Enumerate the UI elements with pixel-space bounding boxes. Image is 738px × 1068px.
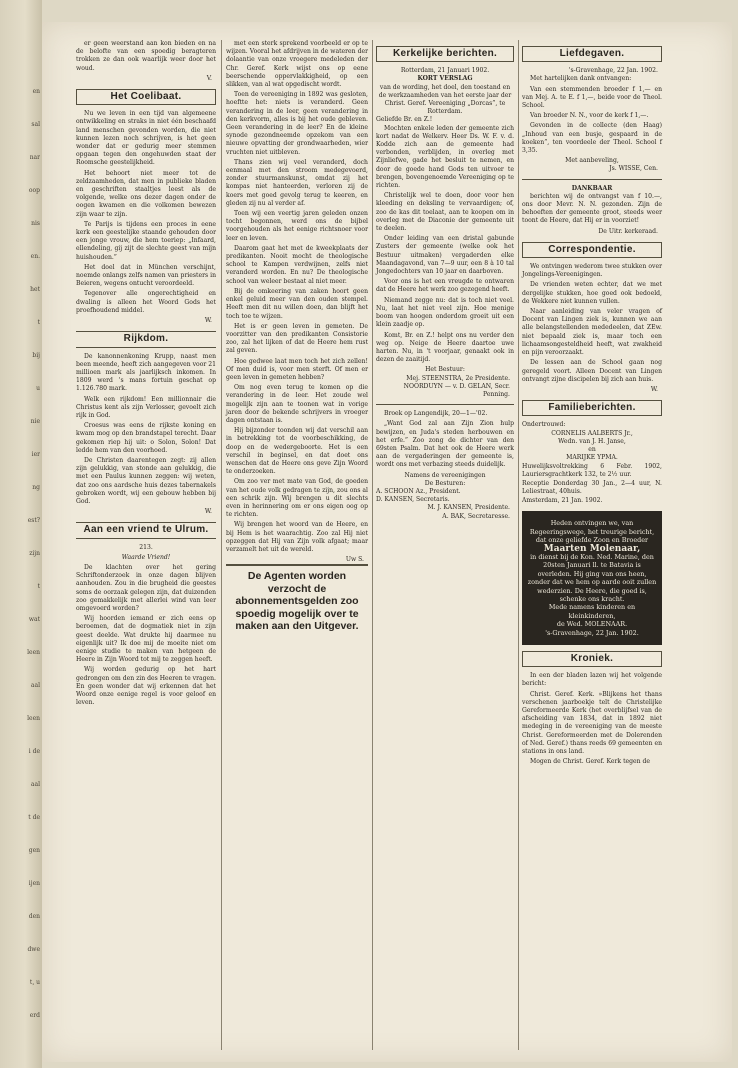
paragraph: Met hartelijken dank ontvangen: [530,75,632,83]
dateline: Rotterdam, 21 Januari 1902. [400,67,490,75]
paragraph: Voor ons is het een vreugde te ontwaren dat de Heere het werk zoo gezegend heeft. [376,278,514,294]
paragraph: Toen de vereeniging in 1892 was gesloten, hoeftte het: niets is veranderd. Geen verandering in de leer, geen verandering in den kerkvorm, alles is bij het oude gebleven. Geen verandering in de leer? En de kleine synode gezondneemde opzekom van een nieuwe opvatting der grondwaarheden, wier vruchten niet uitbleven. [226,91,368,156]
paragraph: Thans zien wij veel veranderd, doch eenmaal met den stroom medegevoerd, zonder stuurmanskunst, omdat zij het kompas niet hanteerden, verloren zij de koers met goed gevolg terug te keeren, en gleden zij nu al verder af. [226,158,368,207]
spine-fragment: en. [30,253,40,260]
section-heading: Correspondentie. [522,242,662,258]
signature: M. J. KANSEN, Presidente. [427,504,510,512]
spine-fragment: ng [32,484,40,491]
signature: NOORDUYN — v. D. GELAN, Secr. Penning. [403,382,510,398]
paragraph: Toen wij een veertig jaren geleden onzen tocht begonnen, werd ons de bijbel voorgehouden als het eenige richtsnoer voor leer en leven. [226,210,368,242]
section-heading: Familieberichten. [522,400,662,416]
paragraph: Komt, Br. en Z.! helpt ons nu verder den weg op. Neige de Heere daartoe uwe harten. Nu, in 't voorjaar, genaakt ook in dezen de zaaitijd. [376,331,514,364]
agents-notice: De Agenten worden verzocht de abonnementsgelden zoo spoedig mogelijk over te maken aan den Uitgever. [226,564,368,633]
paragraph: We ontvingen wederom twee stukken over Jongelings-Vereenigingen. [522,263,662,279]
paragraph: Christelijk wel te doen, door voor hen kleeding en deksling te vervaardigen; of, zoo de kas dit toelaat, aan te koopen om in overleg met de Diaconie der gemeente uit te deelen. [376,192,514,233]
obituary-signature: de Wed. MOLENAAR. [556,620,628,629]
article-heading: Rijkdom. [76,331,216,347]
signature: W. [204,317,212,325]
paragraph: Niemand zegge nu: dat is toch niet veel. Nu, laat het niet veel zijn. Hoe menige boom van hoogen onderdom groeit uit een klein zaadje op. [376,296,514,329]
signature: Mej. STEENSTRA, 2e Presidente. [406,374,510,382]
paragraph: Van een stemmenden broeder f 1,— en van Mej. A. te E. f 1,—, beide voor de Theol. School. [522,85,662,110]
paragraph: Het doel dat in München verschijnt, noemde onlangs zelfs namen van priesters in Beieren, wegens ontucht veroordeeld. [76,263,216,288]
announcement-name: MARIJKE YPMA. [566,454,618,462]
announcement-line: Amsterdam, 21 Jan. 1902. [522,497,603,505]
spine-fragment: t de [28,814,40,821]
spine-fragment: gen [28,847,40,854]
notice-title: DANKBAAR [571,184,613,192]
obituary-name: Maarten Molenaar, [543,543,641,554]
signature: De Uitr. kerkeraad. [598,227,658,235]
column-divider [221,40,222,1050]
column-1 [76,40,216,709]
paragraph: Welk een rijkdom! Een millionnair die Christus kent als zijn Verlosser, gevoelt zich rijk in God. [76,395,216,419]
spine-fragment: ier [31,451,40,458]
column-4 [522,40,662,768]
column-divider [518,40,519,1050]
spine-fragment: oop [28,187,40,194]
letter-number: 213. [139,543,153,551]
paragraph: Hoe gedwee laat men toch het zich zellen! Of men duid is, voor men sterft. Of men er geen leven in gemeten hebben? [226,357,368,381]
spine-fragment: i de [28,748,40,755]
spine-fragment: wat [28,616,40,623]
paragraph: Om zoo ver met mate van God, de goeden van het oude volk gedragen te zijn, zou ons al een schrik zijn. Wij brengen u dit slechts even in herinnering om er ons eigen oog op te richten. [226,478,368,519]
signature: W. [650,385,658,393]
signature: A. SCHOON Az., President. [376,487,461,495]
spine-fragment: ijen [28,880,40,887]
spine-fragment: t [37,319,40,326]
column-divider [372,40,373,1050]
signature: A. BAK, Secretaresse. [442,512,510,520]
paragraph: Bij de omkeering van zaken hoort geen enkel geluid meer van den ouden stempel. Heeft men dit nu willen doen, dan blijft het toch toe te wijzen. [226,287,368,320]
obituary-text: in dienst bij de Kon. Ned. Marine, den 20sten Januari ll. te Batavia is overleden. Hij ging van ons heen, zonder dat we hem op aarde ooit zullen wederzien. De Heere, die goed is, schenke ons kracht. [527,552,657,603]
signature: Uw S. [345,556,364,564]
paragraph: Naar aanleiding van veler vragen of Docent van Lingen ziek is, kunnen we aan alle belangstellenden mededeelen, dat ZEw. niet bepaald ziek is, maar toch een lichaamsongesteldheid heeft, wat zwakheid en pijn veroorzaakt. [522,308,662,357]
section-heading: Liefdegaven. [522,46,662,62]
paragraph: Om nog even terug te komen op die verandering in de leer. Het zoude wel mogelijk zijn aan te toonen wat in vorige jaren door de bekende schrijvers in vroeger dagen ontstaan is. [226,384,368,424]
section-heading: Kroniek. [522,651,662,667]
spine-fragment: erd [29,1012,40,1019]
announcement-line: en [588,445,596,453]
spine-fragment: het [30,286,40,293]
signature: D. KANSEN, Secretaris. [376,496,450,504]
paragraph: Te Parijs is tijdens een proces in eene kerk een geestelijke staande gehouden door een jonge vrouw, die hem toeriep: „Infaard, ellendeling, gij zijt de slechte geest van mijn huishouden.” [76,220,216,261]
spine-fragment: leen [27,715,40,722]
spine-fragment: dwe [27,946,40,953]
paragraph: berichten wij de ontvangst van f 10.—, ons door Mevr. N. N. gezonden. Zijn de behoeften der gemeente groot, steeds weer toont de Heere, dat Hij er in voorziet! [522,192,662,225]
paragraph: Het is er geen leven in gemeten. De voorzitter van den predikanten Consistorie zoo, zal het lijken of dat de Heere hem rust zal geven. [226,322,368,355]
closing-label: Met aanbeveling, [565,157,619,165]
paragraph: Van broeder N. N., voor de kerk f 1,—. [530,112,649,120]
letter-salutation: Waarde Vriend! [121,553,171,561]
paragraph: met een sterk sprekend voorbeeld er op te wijzen. Vooral het afdrijven in de wateren der dolaantie van onze vroegere medeleden der Chr. Geref. Kerk wijst ons op eene beerschende oppervlakkigheid, op een slikken, van al wat opgedischt wordt. [226,40,368,89]
spine-fragment: nar [29,154,40,161]
paragraph: De vrienden weten echter, dat we met dergelijke stukken, hoe goed ook bedoeld, de Wekkere niet kunnen vullen. [522,281,662,305]
article-heading: Aan een vriend te Ulrum. [76,522,216,538]
report-title: KORT VERSLAG [417,75,473,83]
announcement-name: CORNELIS AALBERTS Jr., [551,429,633,437]
paragraph: Mochten enkele leden der gemeente zich kort nadat de Welkerv. Heer Ds. W. F. v. d. Kodde zich aan de gemeente had verbonden, verblijden, in overleg met Zijnliefwe, gade het besluit te nemen, en door de goede hand Gods ten uitvoer te brengen, bovengenoemde Vereeniging op te richten. [376,124,514,190]
article-heading: Het Coelibaat. [76,89,216,105]
spine-fragment: est? [27,517,40,524]
spine-fragment: t [37,583,40,590]
spine-fragment: leen [27,649,40,656]
previous-page-edge [0,0,42,1068]
spine-fragment: u [36,385,40,392]
paragraph: Tegenover alle ongerechtigheid en dwaling is alleen het Woord Gods het proefhoudend middel. [76,290,216,314]
spine-fragment: aal [30,781,40,788]
spine-fragment: aal [30,682,40,689]
divider [522,179,662,180]
paragraph: Daarom gaat het met de kweekplaats der predikanten. Nooit mocht de theologische school te Kampen verdwijnen, zelfs niet veranderd worden. En nu? De theologische school van weleer bestaat al niet meer. [226,244,368,285]
intro-paragraph: er geen weerstand aan kon bieden en na de belofte van een spoedig beragteren trokken ze dan ook waarlijk weer door het woud. [76,40,216,72]
dateline: 's-Gravenhage, 22 Jan. 1902. [568,67,658,75]
paragraph: De klachten over het gering Schriftonderzoek in onze dagen blijven aanhouden. Zou in die brugheid die geestes soms de oorzaak gelegen zijn, dat duizenden zoo gemakkelijk met allerlei wind van leer omgevoerd worden? [76,563,216,612]
board-label: Het Bestuur: [425,366,465,374]
paragraph: Croesus was eens de rijkste koning en kwam mog op den brandstapel terecht. Daar gekomen riep hij uit: o Solon, Solon! Dat ledde hem van den voorhoed. [76,422,216,454]
spine-fragment: en [32,88,40,95]
paragraph: Nu we leven in een tijd van algemeene ontwikkeling en straks in niet één beschaafd land menschen gevonden worden, die niet kunnen lezen noch schrijven, is het geen wonder dat er gedurig meer stemmen opgaan tegen den ongehuwden staat der Roomsche geestelijkheid. [76,110,216,167]
paragraph: De lessen aan de School gaan nog geregeld voort. Alleen Docent van Lingen ontvangt zijne discipelen bij zich aan huis. [522,359,662,383]
spine-fragment: nis [31,220,40,227]
paragraph: Christ. Geref. Kerk. »Blijkens het thans verschenen jaarboekje telt de Christelijke Gereformeerde Kerk (het overblijfsel van de afscheiding van 1834, dat in 1892 niet medeging in de vereeniging van de meeste Christ. Gereformeerden met de Dolerenden of Ned. Geref.) thans reeds 69 gemeenten en stations in ons land. [522,690,662,756]
spine-fragment: den [28,913,40,920]
obituary-signature: Mede namens kinderen en kleinkinderen, [548,603,636,620]
spine-fragment: zijn [29,550,40,557]
closing-label: Namens de vereenigingen [404,471,486,479]
paragraph: „Want God zal aan Zijn Zion hulp bewijzen, en Juda's steden herbouwen en het erfe.” Zoo zong de dichter van den 69sten Psalm. Dat het ook de Heere werk aan de vergaderingen der gemeente is, wordt ons met verbazing steeds duidelijk. [376,420,514,469]
paragraph: Onder leiding van een dristal gabunde Zusters der gemeente (welke ook het Bestuur uitmaken) vergaderden elke Maandagavond, van 7—9 uur, een 8 à 10 tal Jongedochters van 10 jaar en daarboven. [376,235,514,276]
announcement-line: Huwelijksvoltrekking 6 Febr. 1902, Lauriersgrachtkerk 132, te 2½ uur. [522,463,662,479]
paragraph: Gevonden in de collecte (den Haag) „Inhoud van een busje, gespaard in de koeken”, ten voordeele der Theol. School f 3,35. [522,122,662,155]
signature: Js. WISSE, Cen. [609,165,658,173]
spine-fragment: nie [30,418,40,425]
closing-label: De Besturen: [424,479,466,487]
paragraph: De Christen daarentegen zegt: zij allen zijn gelukkig, van stonde aan gelukkig, die met een Paulus kunnen zeggen: wij weten, dat zoo ons aardsche huis dezes tabernakels gebroken wordt, wij een gebouw hebben bij God. [76,456,216,505]
obituary-box [522,511,662,645]
obituary-text: Heden ontvingen we, van Regeeringswege, het treurige bericht, dat onze geliefde Zoon en Broeder [529,519,655,545]
spine-fragment: sal [31,121,40,128]
dateline: Broek op Langendijk, 20—1—'02. [384,410,488,418]
paragraph: In een der bladen lazen wij het volgende bericht: [522,672,662,688]
announcement-label: Ondertrouwd: [522,421,566,429]
paragraph: Mogen de Christ. Geref. Kerk tegen de [530,758,650,766]
announcement-line: Wedn. van J. H. Janse, [558,437,626,445]
divider [376,404,514,405]
paragraph: Hij bijzonder toonden wij dat verschil aan in betrekking tot de voorbeschikking, de doop en de wedergeboorte. Het is een verschil in beginsel, en dat doet ons wenschen dat de Heere ons geve Zijn Woord te onderzoeken. [226,427,368,476]
paragraph: Wij hoorden iemand er zich eens op beroemen, dat de dogmatiek niet in zijn geest deelde. Wat drukte hij daarmee nu eigenlijk uit? Ik doe mij de moeite niet om eenige studie te maken van hetgeen de Heere in Zijn Woord tot mij te zeggen heeft. [76,615,216,664]
report-subtitle: van de wording, het doel, den toestand en de werkzaamheden van het eerste jaar der Christ. Geref. Vereeniging „Dorcas”, te Rotterdam. [378,83,512,116]
announcement-line: Receptie Donderdag 30 Jan., 2—4 uur, N. Leliestraat, 40huis. [522,480,662,496]
paragraph: Wij worden gedurig op het hart gedrongen om den zin des Heeren te vragen. En geen wonder dat wij erkennen dat het Woord onze eenige regel is voor geloof en leven. [76,666,216,707]
paragraph: De kanonnenkoning Krupp, naast men been meende, heeft zich aangegeven voor 21 millioen mark als jaarlijksch inkomen. In 1809 werd 's mans fortuin geschat op 1.126.780 mark. [76,352,216,393]
obituary-signature: 's-Gravenhage, 22 Jan. 1902. [545,628,639,637]
paragraph: Het behoort niet meer tot de zeldzaamheden, dat men in publieke bladen en geschriften staaltjes leest als de volgende, welke ons dezer dagen onder de oogen kwamen en die volkomen bewezen zijn waar te zijn. [76,169,216,218]
section-heading: Kerkelijke berichten. [376,46,514,62]
spine-fragment: t, u [29,979,40,986]
signature: V. [206,74,212,82]
spine-fragment: bij [32,352,40,359]
column-2 [226,40,368,633]
signature: W. [204,508,212,516]
paragraph: Wij brengen het woord van de Heere, en bij Hem is het waarachtig. Zoo zal Hij niet opzeggen dat Hij van Zijn volk afgaat; maar verzamelt het uit de wereld. [226,521,368,553]
greeting: Geliefde Br. en Z.! [376,116,433,124]
column-3 [376,40,514,521]
